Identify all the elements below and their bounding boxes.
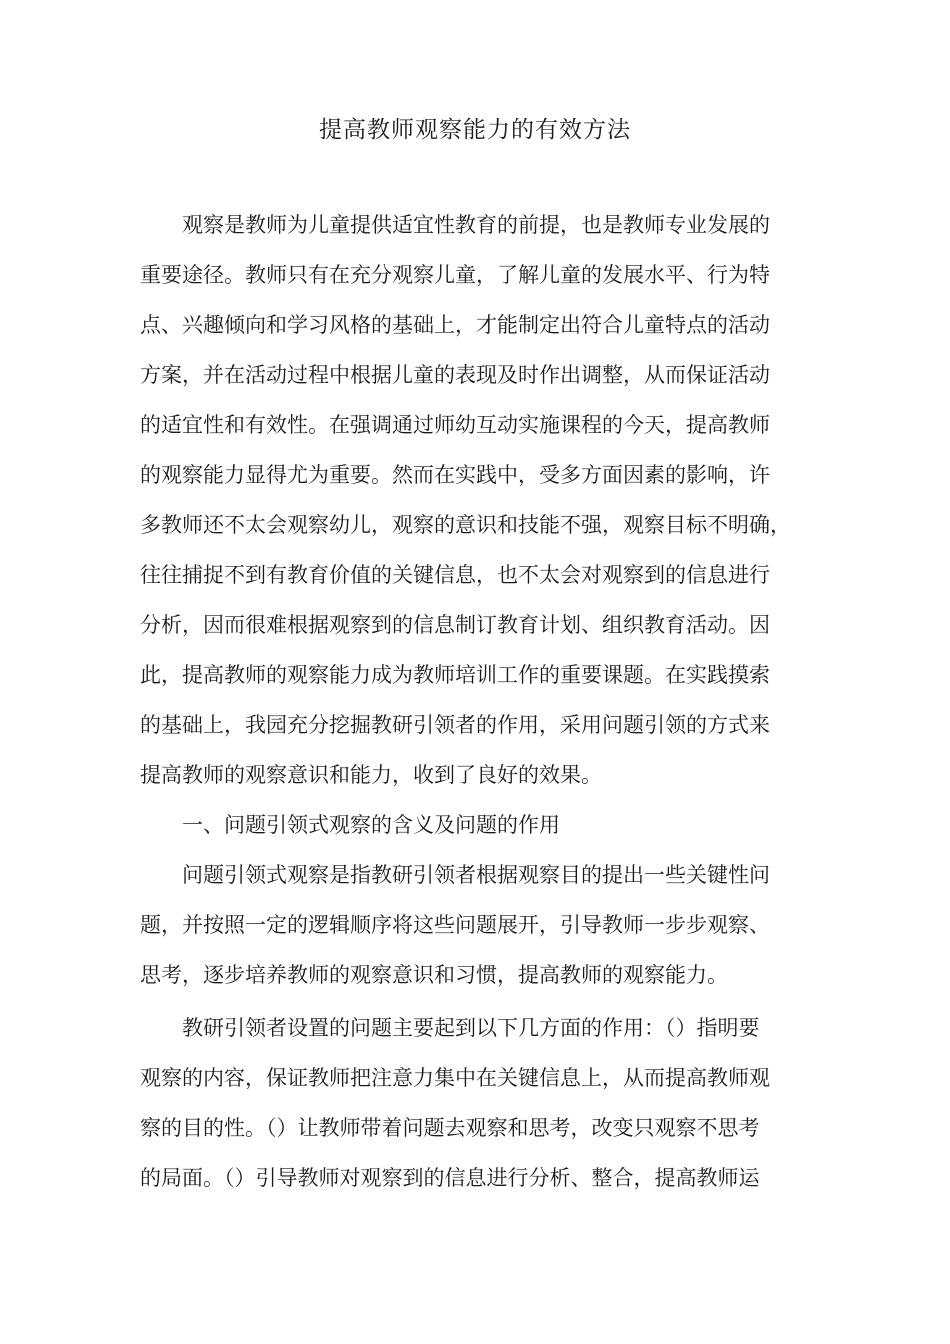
paragraph-line: 察的目的性。（）让教师带着问题去观察和思考，改变只观察不思考 [140, 1116, 760, 1140]
paragraph-line: 提高教师的观察意识和能力，收到了良好的效果。 [140, 763, 602, 787]
paragraph-line: 题，并按照一定的逻辑顺序将这些问题展开，引导教师一步步观察、 [140, 913, 770, 937]
paragraph-line: 分析，因而很难根据观察到的信息制订教育计划、组织教育活动。因 [140, 613, 770, 637]
paragraph-line: 问题引领式观察是指教研引领者根据观察目的提出一些关键性问 [182, 863, 770, 887]
paragraph-line: 方案，并在活动过程中根据儿童的表现及时作出调整，从而保证活动 [140, 363, 770, 387]
paragraph-line: 重要途径。教师只有在充分观察儿童，了解儿童的发展水平、行为特 [140, 263, 770, 287]
paragraph-line: 的观察能力显得尤为重要。然而在实践中，受多方面因素的影响，许 [140, 463, 770, 487]
paragraph-line: 教研引领者设置的问题主要起到以下几方面的作用：（）指明要 [182, 1016, 760, 1040]
paragraph-line: 观察的内容，保证教师把注意力集中在关键信息上，从而提高教师观 [140, 1066, 770, 1090]
paragraph-line: 的适宜性和有效性。在强调通过师幼互动实施课程的今天，提高教师 [140, 413, 770, 437]
paragraph-line: 点、兴趣倾向和学习风格的基础上，才能制定出符合儿童特点的活动 [140, 313, 770, 337]
paragraph-line: 的基础上，我园充分挖掘教研引领者的作用，采用问题引领的方式来 [140, 713, 770, 737]
paragraph-line: 思考，逐步培养教师的观察意识和习惯，提高教师的观察能力。 [140, 963, 728, 987]
document-title: 提高教师观察能力的有效方法 [319, 117, 631, 143]
paragraph-line: 往往捕捉不到有教育价值的关键信息，也不太会对观察到的信息进行 [140, 563, 770, 587]
paragraph-line: 此，提高教师的观察能力成为教师培训工作的重要课题。在实践摸索 [140, 663, 770, 687]
paragraph-line: 多教师还不太会观察幼儿，观察的意识和技能不强，观察目标不明确， [140, 513, 791, 537]
paragraph-line: 观察是教师为儿童提供适宜性教育的前提，也是教师专业发展的 [182, 213, 770, 237]
section-heading: 一、问题引领式观察的含义及问题的作用 [182, 813, 560, 837]
paragraph-line: 的局面。（）引导教师对观察到的信息进行分析、整合，提高教师运 [140, 1166, 760, 1190]
